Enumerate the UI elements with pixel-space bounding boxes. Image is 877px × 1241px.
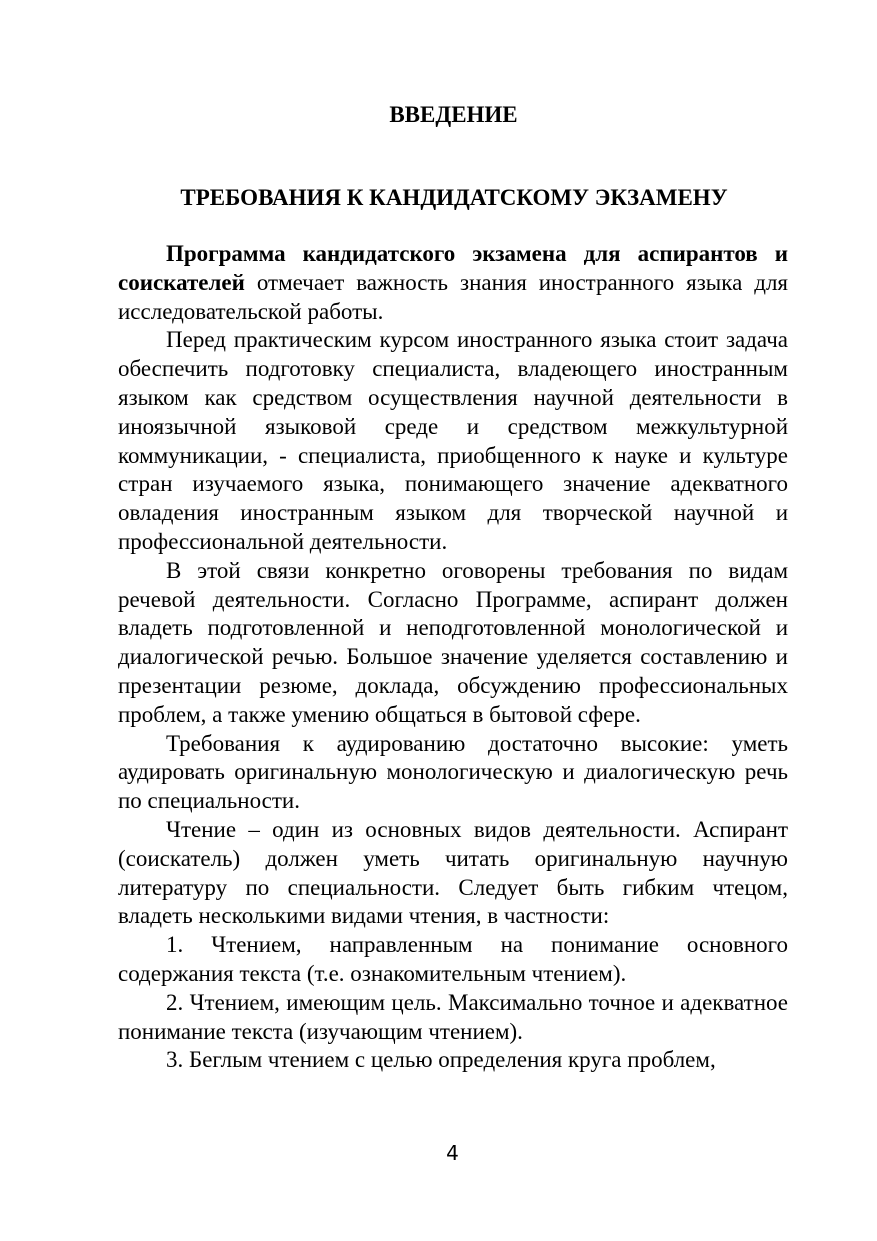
section-heading: ВВЕДЕНИЕ [389, 102, 518, 127]
page-number: 4 [446, 1141, 459, 1165]
paragraph-5: Чтение – один из основных видов деятельности. Аспирант (соискатель) должен уметь читать оригинальную научную литературу по специальности. Следует быть гибким чтецом, владеть несколькими видами чтения, в частности: [118, 816, 788, 929]
section-subheading: ТРЕБОВАНИЯ К КАНДИДАТСКОМУ ЭКЗАМЕНУ [180, 185, 728, 210]
paragraph-2: Перед практическим курсом иностранного языка стоит задача обеспечить подготовку специалиста, владеющего иностранным языком как средством осуществления научной деятельности в иноязычной языковой среде и средством межкультурной коммуникации, - специалиста, приобщенного к науке и культуре стран изучаемого языка, понимающего значение адекватного овладения иностранным языком для творческой научной и профессиональной деятельности. [118, 327, 788, 554]
paragraph-4: Требования к аудированию достаточно высокие: уметь аудировать оригинальную монологическую и диалогическую речь по специальности. [118, 730, 788, 814]
paragraph-3: В этой связи конкретно оговорены требования по видам речевой деятельности. Согласно Программе, аспирант должен владеть подготовленной и неподготовленной монологической и диалогической речью. Большое значение уделяется составлению и презентации резюме, доклада, обсуждению профессиональных проблем, а также умению общаться в бытовой сфере. [118, 557, 788, 727]
list-item-3: 3. Беглым чтением с целью определения круга проблем, [166, 1047, 716, 1073]
paragraph-1 [118, 240, 788, 326]
list-item-1: 1. Чтением, направленным на понимание основного содержания текста (т.е. ознакомительным чтением). [118, 932, 788, 986]
paragraph-1-bold-lead: Программа кандидатского экзамена для аспирантов и соискателей [118, 241, 788, 295]
paragraph-1-text: отмечает важность знания иностранного языка для исследовательской работы. [118, 269, 788, 324]
list-item-2: 2. Чтением, имеющим цель. Максимально точное и адекватное понимание текста (изучающим чтением). [118, 989, 788, 1044]
body-text [118, 240, 788, 1075]
